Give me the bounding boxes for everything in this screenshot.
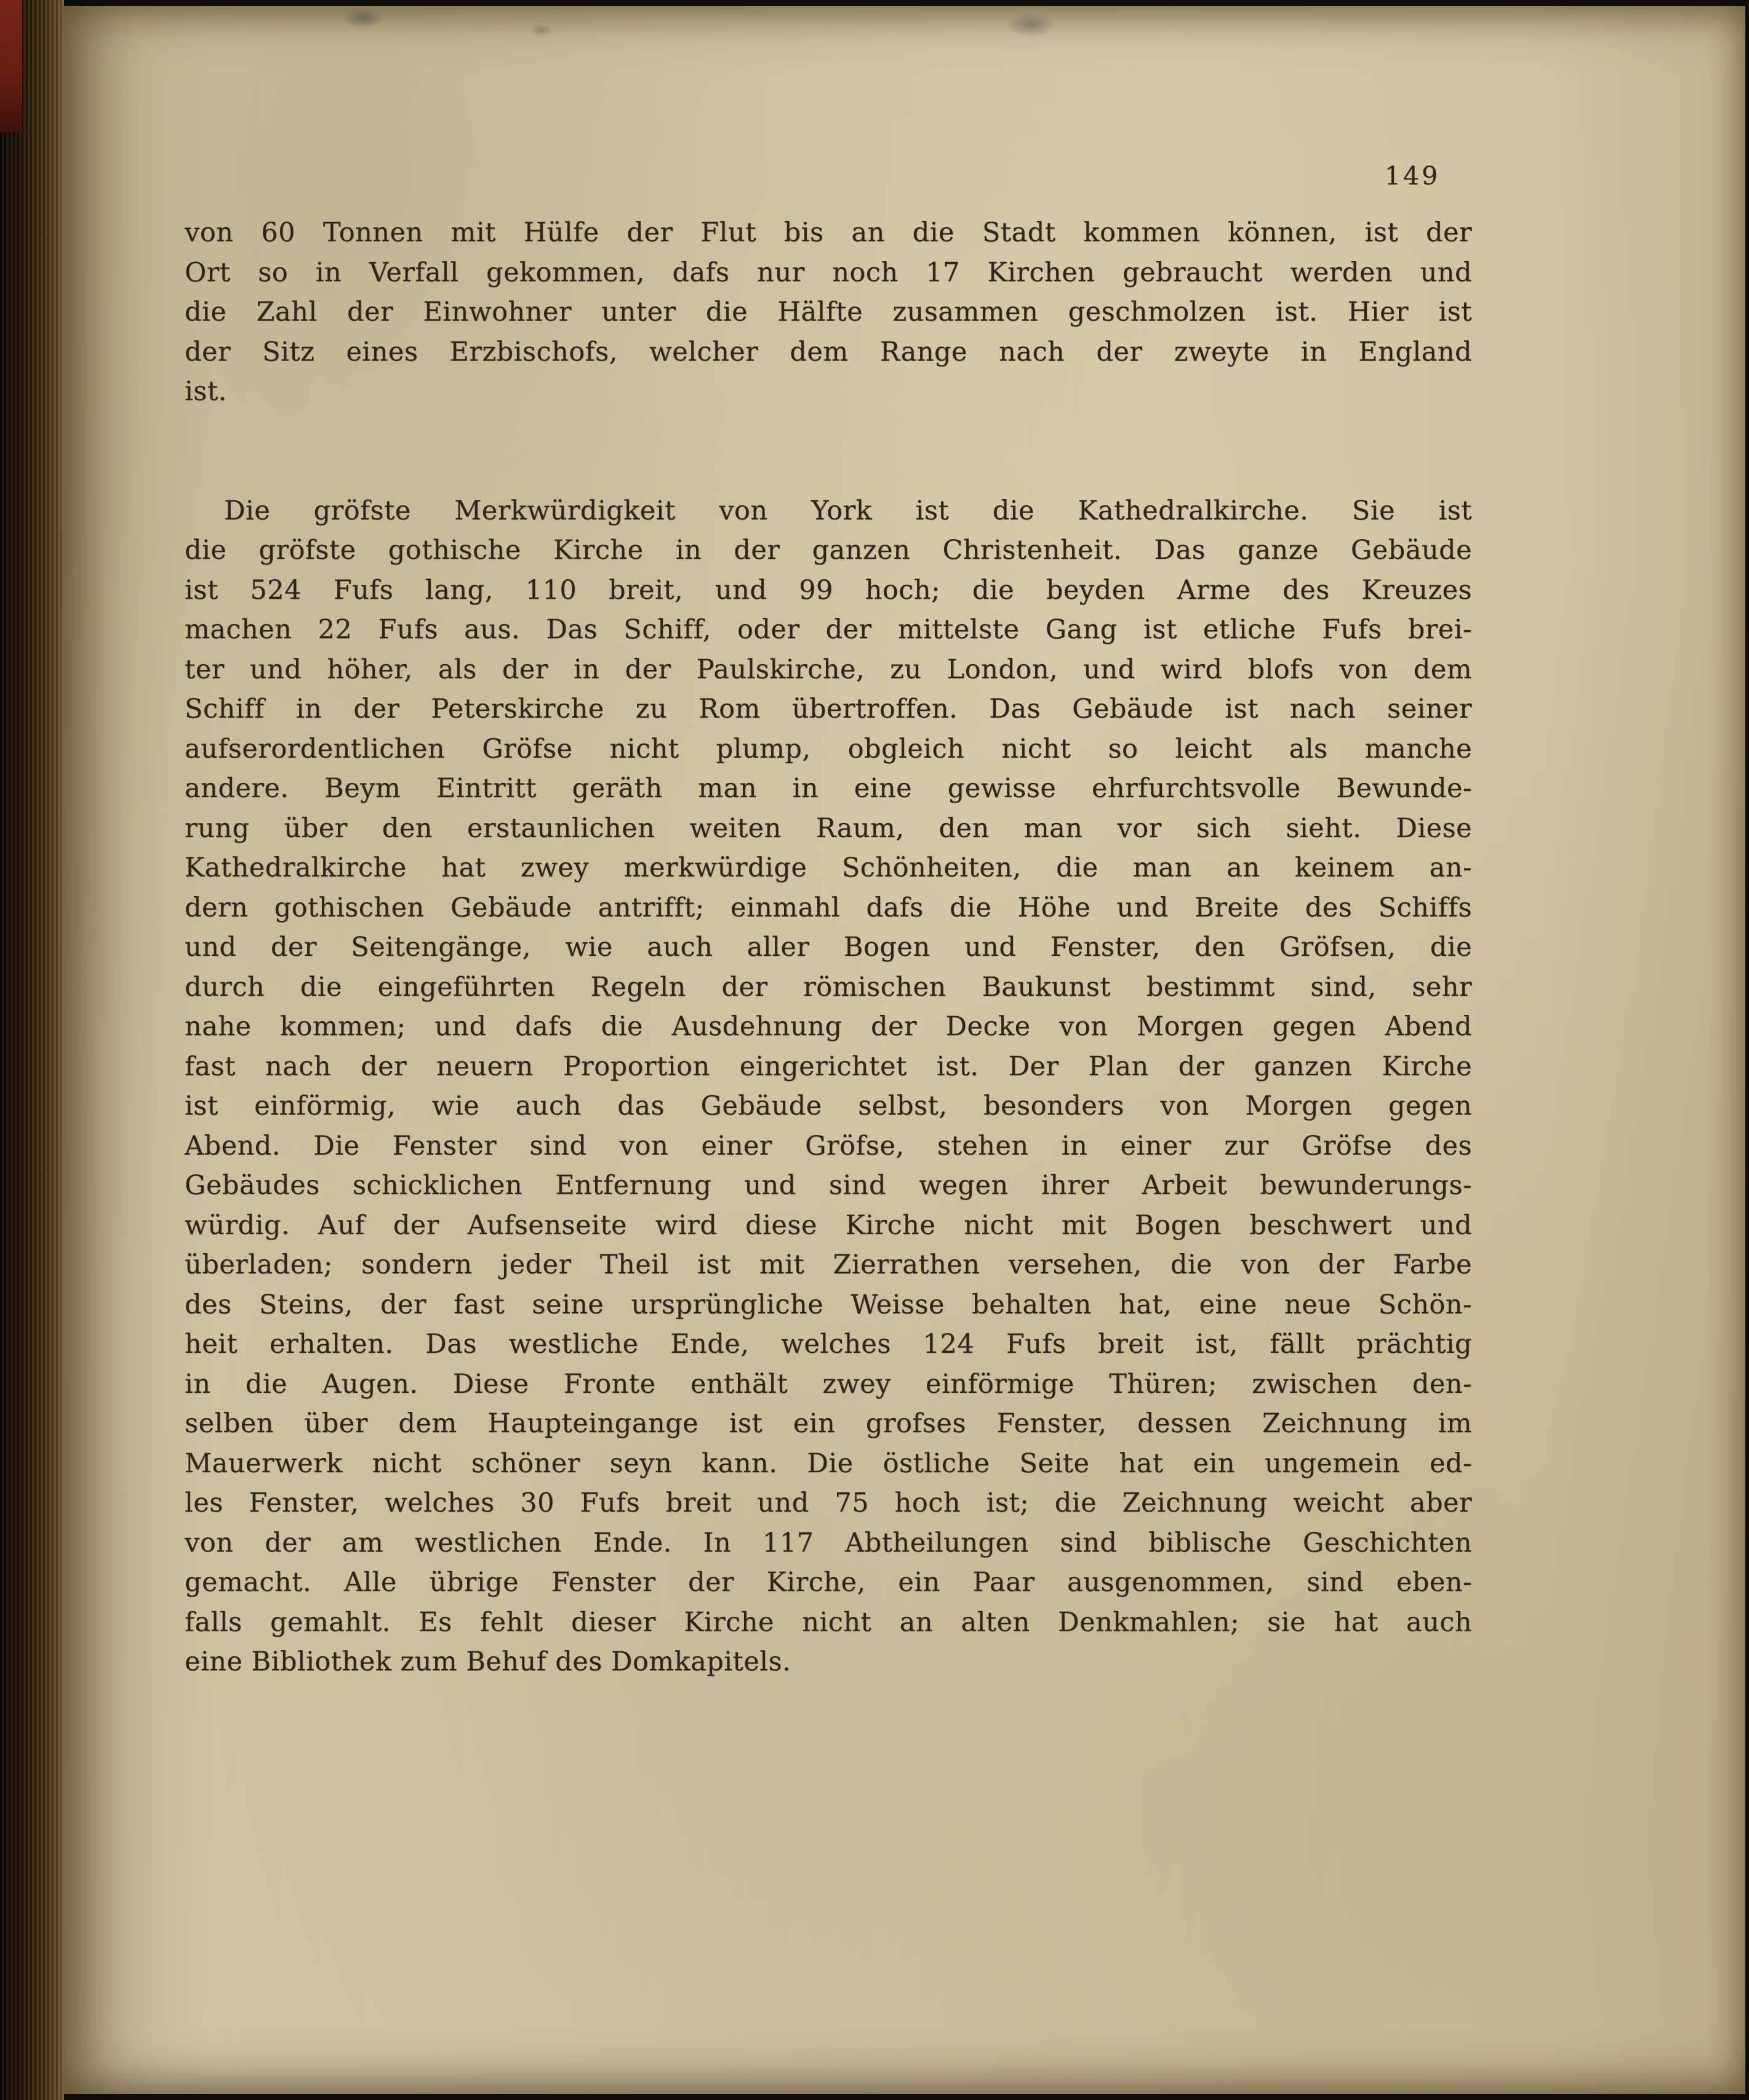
text-line: Mauerwerk nicht schöner seyn kann. Die östliche Seite hat ein ungemein ed-	[185, 1448, 1472, 1479]
text-line: les Fenster, welches 30 Fufs breit und 75 hoch ist; die Zeichnung weicht aber	[185, 1488, 1472, 1518]
text-line: andere. Beym Eintritt geräth man in eine gewisse ehrfurchtsvolle Bewunde-	[185, 773, 1472, 804]
text-line: fast nach der neuern Proportion eingerichtet ist. Der Plan der ganzen Kirche	[185, 1051, 1472, 1082]
ink-smudge	[529, 23, 554, 37]
text-line: eine Bibliothek zum Behuf des Domkapitels.	[185, 1646, 791, 1677]
text-line: von 60 Tonnen mit Hülfe der Flut bis an die Stadt kommen können, ist der	[185, 217, 1472, 248]
book-binding-edge	[0, 0, 64, 2100]
text-line: die gröfste gothische Kirche in der ganzen Christenheit. Das ganze Gebäude	[185, 535, 1472, 566]
text-line: machen 22 Fufs aus. Das Schiff, oder der mittelste Gang ist etliche Fufs brei-	[185, 614, 1472, 645]
paragraph	[185, 213, 1472, 412]
text-line: Schiff in der Peterskirche zu Rom übertroffen. Das Gebäude ist nach seiner	[185, 694, 1472, 724]
text-line: rung über den erstaunlichen weiten Raum, den man vor sich sieht. Diese	[185, 812, 1472, 844]
text-line: des Steins, der fast seine ursprüngliche Weisse behalten hat, eine neue Schön-	[185, 1289, 1472, 1320]
text-line: Die gröfste Merkwürdigkeit von York ist die Kathedralkirche. Sie ist	[224, 495, 1472, 526]
text-line: der Sitz eines Erzbischofs, welcher dem Range nach der zweyte in England	[185, 336, 1472, 367]
text-line: ter und höher, als der in der Paulskirche, zu London, und wird blofs von dem	[185, 654, 1472, 685]
paragraph	[185, 491, 1472, 1682]
text-line: gemacht. Alle übrige Fenster der Kirche, ein Paar ausgenommen, sind eben-	[185, 1567, 1472, 1598]
text-line: Abend. Die Fenster sind von einer Gröfse, stehen in einer zur Gröfse des	[185, 1130, 1472, 1161]
text-line: Kathedralkirche hat zwey merkwürdige Schönheiten, die man an keinem an-	[185, 852, 1472, 883]
text-line: selben über dem Haupteingange ist ein grofses Fenster, dessen Zeichnung im	[185, 1408, 1472, 1439]
text-line: würdig. Auf der Aufsenseite wird diese Kirche nicht mit Bogen beschwert und	[185, 1209, 1472, 1241]
text-line: falls gemahlt. Es fehlt dieser Kirche nicht an alten Denkmahlen; sie hat auch	[185, 1606, 1472, 1638]
text-line: in die Augen. Diese Fronte enthält zwey einförmige Thüren; zwischen den-	[185, 1368, 1472, 1400]
text-line: Gebäudes schicklichen Entfernung und sind wegen ihrer Arbeit bewunderungs-	[185, 1170, 1472, 1201]
text-line: die Zahl der Einwohner unter die Hälfte zusammen geschmolzen ist. Hier ist	[185, 297, 1472, 327]
binding-red-mark	[0, 0, 22, 132]
page-text-block	[185, 213, 1472, 1682]
text-line: überladen; sondern jeder Theil ist mit Zierrathen versehen, die von der Farbe	[185, 1249, 1472, 1280]
text-line: heit erhalten. Das westliche Ende, welches 124 Fufs breit ist, fällt prächtig	[185, 1329, 1472, 1360]
text-line: ist.	[185, 376, 227, 407]
text-line: durch die eingeführten Regeln der römischen Baukunst bestimmt sind, sehr	[185, 971, 1472, 1003]
ink-smudge	[342, 7, 385, 28]
text-line: aufserordentlichen Gröfse nicht plump, obgleich nicht so leicht als manche	[185, 733, 1472, 764]
page-paper	[62, 6, 1745, 2094]
page-number: 149	[1385, 161, 1441, 191]
ink-smudge	[1006, 12, 1055, 37]
text-line: ist einförmig, wie auch das Gebäude selbst, besonders von Morgen gegen	[185, 1091, 1472, 1121]
text-line: von der am westlichen Ende. In 117 Abtheilungen sind biblische Geschichten	[185, 1527, 1472, 1558]
text-line: und der Seitengänge, wie auch aller Bogen und Fenster, den Gröfsen, die	[185, 932, 1472, 963]
text-line: dern gothischen Gebäude antrifft; einmahl dafs die Höhe und Breite des Schiffs	[185, 892, 1472, 923]
text-line: Ort so in Verfall gekommen, dafs nur noch 17 Kirchen gebraucht werden und	[185, 257, 1472, 288]
text-line: nahe kommen; und dafs die Ausdehnung der Decke von Morgen gegen Abend	[185, 1011, 1472, 1042]
text-line: ist 524 Fufs lang, 110 breit, und 99 hoch; die beyden Arme des Kreuzes	[185, 574, 1472, 606]
